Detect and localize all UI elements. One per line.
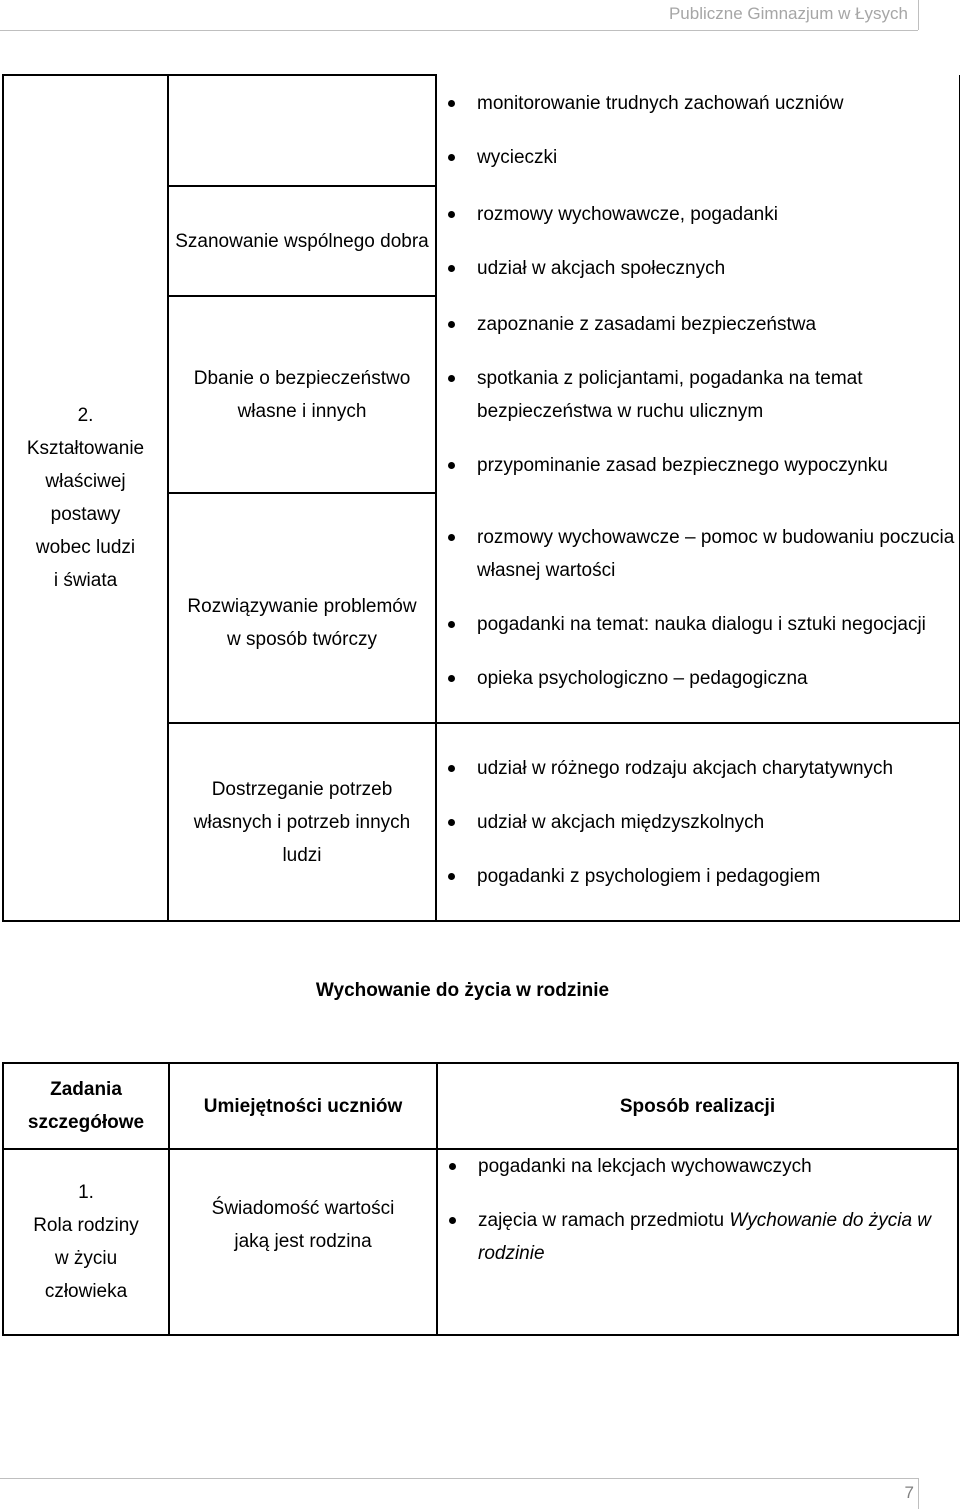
method-item: pogadanki na lekcjach wychowawczych [438,1150,957,1183]
family-life-table [2,1062,959,1336]
task-line: właściwej [45,471,126,492]
page-number: 7 [904,1483,914,1502]
method-item [438,1204,957,1270]
method-item: udział w różnego rodzaju akcjach charytatywnych [437,752,959,785]
skill-cell: Świadomość wartości jaką jest rodzina [169,1149,437,1335]
method-item: przypominanie zasad bezpiecznego wypoczynku [437,449,959,482]
task-line: wobec ludzi [35,537,136,558]
method-item: pogadanki na temat: nauka dialogu i sztuki negocjacji [437,608,959,641]
skill-cell: Rozwiązywanie problemów w sposób twórczy [168,493,436,723]
method-item: rozmowy wychowawcze – pomoc w budowaniu poczucia własnej wartości [437,521,959,587]
method-item: spotkania z policjantami, pogadanka na temat bezpieczeństwa w ruchu ulicznym [437,362,959,428]
task-line: postawy [50,504,121,525]
task-cell [3,1149,169,1335]
method-item: monitorowanie trudnych zachowań uczniów [437,87,959,120]
header-divider [918,0,919,30]
methods-cell [437,1149,958,1335]
skill-cell [168,75,436,186]
task-line: człowieka [44,1281,128,1302]
skill-cell: Dostrzeganie potrzeb własnych i potrzeb innych ludzi [168,723,436,921]
footer-divider [918,1478,919,1509]
methods-cell [436,296,960,493]
methods-cell [436,186,960,296]
subject-name: Wychowanie do życia w rodzinie [478,1210,932,1264]
methods-cell [436,723,960,921]
task-line: 1. [78,1182,94,1203]
task-line: Rola rodziny [33,1215,139,1236]
task-cell [3,75,168,921]
skill-cell: Dbanie o bezpieczeństwo własne i innych [168,296,436,493]
method-item: wycieczki [437,141,959,174]
method-item: opieka psychologiczno – pedagogiczna [437,662,959,695]
method-item: pogadanki z psychologiem i pedagogiem [437,860,959,893]
header-tasks: Zadania szczegółowe [3,1063,169,1149]
method-item: rozmowy wychowawcze, pogadanki [437,198,959,231]
method-item: udział w akcjach międzyszkolnych [437,806,959,839]
header-rule [0,30,918,31]
header-skills: Umiejętności uczniów [169,1063,437,1149]
method-item: zapoznanie z zasadami bezpieczeństwa [437,308,959,341]
task-line: Kształtowanie [26,438,145,459]
goals-table [2,74,960,922]
header-methods: Sposób realizacji [437,1063,958,1149]
task-line: w życiu [54,1248,118,1269]
section-title: Wychowanie do życia w rodzinie [315,980,610,1001]
methods-cell [436,493,960,723]
footer-rule [0,1478,918,1479]
method-item: udział w akcjach społecznych [437,252,959,285]
task-line: i świata [53,570,118,591]
header-school-name: Publiczne Gimnazjum w Łysych [668,4,908,23]
skill-cell: Szanowanie wspólnego dobra [168,186,436,296]
task-line: 2. [77,405,94,426]
method-text: zajęcia w ramach przedmiotu [478,1210,730,1231]
methods-cell [436,75,960,186]
